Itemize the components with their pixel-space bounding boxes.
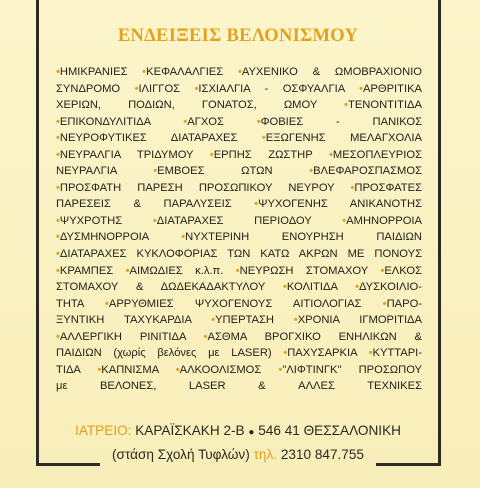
indication-text: ΚΡΑΜΠΕΣ	[59, 264, 126, 277]
indication-text: ΣΤΟΜΑΧΟΥ & ΔΩΔΕΚΑΔΑΚΤΥΛΟΥ	[56, 281, 283, 294]
bullet-icon: •	[293, 314, 298, 327]
indication-text: ΑΛΛΕΡΓΙΚΗ ΡΙΝΙΤΙΔΑ	[59, 330, 204, 343]
bullet-icon: •	[368, 347, 373, 360]
bullet-icon: •	[181, 231, 186, 244]
indication-line	[56, 229, 422, 246]
indication-line	[56, 64, 422, 81]
indication-line	[56, 180, 422, 197]
indication-line	[56, 246, 422, 263]
indication-text: ΒΛΕΦΑΡΟΣΠΑΣΜΟΣ	[313, 165, 422, 178]
clinic-address	[40, 423, 436, 438]
indication-text: ΠΑΡΕΣΕΙΣ & ΠΑΡΑΛΥΣΕΙΣ	[56, 198, 255, 211]
indication-line	[56, 147, 422, 164]
indication-line	[56, 345, 422, 362]
bullet-icon: •	[254, 198, 259, 211]
bullet-icon: •	[175, 363, 180, 376]
indication-text: ΜΕΣΟΠΛΕΥΡΙΟΣ	[332, 148, 422, 161]
bullet-icon: •	[142, 66, 147, 78]
page-title: ΕΝΔΕΙΞΕΙΣ ΒΕΛΟΝΙΣΜΟΥ	[117, 26, 359, 46]
indication-text: ΑΣΘΜΑ ΒΡΟΓΧΙΚΟ ΕΝΗΛΙΚΩΝ &	[207, 330, 422, 343]
bullet-icon: •	[183, 115, 188, 128]
indication-line	[56, 97, 422, 114]
bullet-icon: •	[329, 148, 333, 161]
frame-right-border	[438, 0, 441, 466]
indication-text: με ΒΕΛΟΝΕΣ, LASER & ΑΛΛΕΣ ΤΕΧΝΙΚΕΣ	[56, 380, 422, 393]
bullet-icon: •	[380, 264, 385, 277]
bullet-icon: •	[56, 66, 60, 78]
indication-text: ΕΡΠΗΣ ΖΩΣΤΗΡ	[213, 148, 330, 161]
indications-list	[56, 64, 422, 395]
bullet-icon: •	[235, 264, 240, 277]
indication-text: ΝΕΥΡΩΣΗ ΣΤΟΜΑΧΟΥ	[239, 264, 381, 277]
indication-text: ΔΙΑΤΑΡΑΧΕΣ ΠΕΡΙΟΔΟΥ	[156, 214, 343, 227]
indication-text: ΤΗΤΑ	[56, 297, 106, 310]
bullet-icon: •	[237, 66, 242, 78]
bullet-icon: •	[344, 99, 349, 112]
bullet-icon: •	[56, 214, 60, 227]
indication-text: ΕΛΚΟΣ	[384, 264, 422, 277]
bullet-icon: •	[56, 132, 60, 145]
phone-number: 2310 847.755	[280, 447, 364, 462]
indication-text: ΚΟΛΙΤΙΔΑ	[286, 281, 356, 294]
bullet-icon: •	[278, 363, 283, 376]
bullet-icon: •	[261, 132, 266, 145]
bullet-icon: •	[56, 264, 60, 277]
indication-text: "ΛΙΦΤΙΝΓΚ" ΠΡΟΣΩΠΟΥ	[282, 363, 422, 376]
bullet-icon: •	[134, 82, 139, 95]
bullet-icon: •	[56, 231, 60, 244]
indication-text: ΑΥΧΕΝΙΚΟ & ΩΜΟΒΡΑΧΙΟΝΙΟ	[241, 66, 422, 78]
bullet-icon: •	[97, 363, 102, 376]
bullet-icon: •	[355, 281, 360, 294]
indication-text: ΑΡΡΥΘΜΙΕΣ ΨΥΧΟΓΕΝΟΥΣ ΑΙΤΙΟΛΟΓΙΑΣ	[108, 297, 383, 310]
indication-line	[56, 213, 422, 230]
bullet-icon: •	[56, 148, 60, 161]
bus-stop: (στάση Σχολή Τυφλών)	[112, 447, 250, 462]
indication-text: ΠΡΟΣΦΑΤΕΣ	[354, 181, 422, 194]
indication-text: ΤΙΔΑ	[56, 363, 98, 376]
bullet-icon: •	[382, 297, 387, 310]
indication-text: ΚΑΠΝΙΣΜΑ	[101, 363, 176, 376]
indication-text: ΑΙΜΩΔΙΕΣ κ.λ.π.	[129, 264, 236, 277]
frame-left-border	[36, 0, 39, 466]
bullet-icon: •	[359, 82, 363, 95]
street-address: ΚΑΡΑΪΣΚΑΚΗ 2-Β	[135, 423, 245, 438]
indication-text: ΔΙΑΤΑΡΑΧΕΣ ΚΥΚΛΟΦΟΡΙΑΣ ΤΩΝ ΚΑΤΩ ΑΚΡΩΝ ΜΕ ΠΟΝΟΥΣ	[59, 248, 422, 261]
indication-text: ΧΡΟΝΙΑ ΙΓΜΟΡΙΤΙΔΑ	[297, 314, 422, 327]
indication-text: ΕΞΩΓΕΝΗΣ ΜΕΛΑΓΧΟΛΙΑ	[265, 132, 422, 145]
indication-line	[56, 263, 422, 280]
bullet-icon: •	[56, 115, 60, 128]
indication-text: ΚΕΦΑΛΑΛΓΙΕΣ	[146, 66, 238, 78]
indication-text: ΑΡΘΡΙΤΙΚΑ	[362, 82, 422, 95]
indication-line	[56, 163, 422, 180]
indication-line	[56, 362, 422, 379]
bullet-icon: •	[56, 181, 60, 194]
bullet-icon: •	[56, 330, 60, 343]
indication-text: ΞΥΝΤΙΚΗ ΤΑΧΥΚΑΡΔΙΑ	[56, 314, 212, 327]
indication-text: ΚΥΤΤΑΡΙ-	[372, 347, 423, 360]
indication-text: ΨΥΧΟΓΕΝΗΣ ΑΝΙΚΑΝΟΤΗΣ	[258, 198, 422, 211]
bullet-icon: •	[194, 82, 199, 95]
indication-line	[56, 130, 422, 147]
indication-text: ΗΜΙΚΡΑΝΙΕΣ	[59, 66, 143, 78]
indication-line	[56, 378, 422, 395]
indication-text: ΥΠΕΡΤΑΣΗ	[215, 314, 294, 327]
phone-label: τηλ.	[253, 447, 278, 462]
indication-text: ΝΕΥΡΑΛΓΙΑ ΤΡΙΔΥΜΟΥ	[59, 148, 210, 161]
indication-text: ΝΕΥΡΑΛΓΙΑ	[56, 165, 154, 178]
indication-text: ΕΠΙΚΟΝΔΥΛΙΤΙΔΑ	[59, 115, 184, 128]
indication-text: ΑΜΗΝΟΡΡΟΙΑ	[346, 214, 422, 227]
clinic-contact	[40, 447, 436, 462]
address-separator: ●	[248, 427, 255, 438]
indication-text: ΑΓΧΟΣ	[187, 115, 257, 128]
bullet-icon: •	[309, 165, 314, 178]
indication-line	[56, 312, 422, 329]
indication-text: ΙΣΧΙΑΛΓΙΑ - ΟΣΦΥΑΛΓΙΑ	[198, 82, 360, 95]
bullet-icon: •	[152, 214, 157, 227]
indication-text: ΦΟΒΙΕΣ - ΠΑΝΙΚΟΣ	[260, 115, 422, 128]
indication-text: ΣΥΝΔΡΟΜΟ	[56, 82, 135, 95]
bullet-icon: •	[211, 314, 216, 327]
indication-text: ΧΕΡΙΩΝ, ΠΟΔΙΩΝ, ΓΟΝΑΤΟΣ, ΩΜΟΥ	[56, 99, 345, 112]
bullet-icon: •	[203, 330, 208, 343]
indication-text: ΠΡΟΣΦΑΤΗ ΠΑΡΕΣΗ ΠΡΟΣΩΠΙΚΟΥ ΝΕΥΡΟΥ	[59, 181, 351, 194]
indication-line	[56, 329, 422, 346]
postal-city: 546 41 ΘΕΣΣΑΛΟΝΙΚΗ	[258, 423, 401, 438]
indication-text: ΝΕΥΡΟΦΥΤΙΚΕΣ ΔΙΑΤΑΡΑΧΕΣ	[59, 132, 262, 145]
indication-text: ΠΑΙΔΙΩΝ (χωρίς βελόνες με LASER)	[56, 347, 284, 360]
bullet-icon: •	[283, 347, 288, 360]
indication-text: ΙΛΙΓΓΟΣ	[138, 82, 195, 95]
bullet-icon: •	[153, 165, 158, 178]
indication-line	[56, 81, 422, 98]
indication-text: ΤΕΝΟΝΤΙΤΙΔΑ	[348, 99, 422, 112]
bullet-icon: •	[342, 214, 347, 227]
office-label: ΙΑΤΡΕΙΟ:	[75, 423, 132, 438]
bullet-icon: •	[350, 181, 355, 194]
bullet-icon: •	[125, 264, 130, 277]
indication-text: ΔΥΣΚΟΙΛΙΟ-	[359, 281, 422, 294]
indication-text: ΕΜΒΟΕΣ ΩΤΩΝ	[157, 165, 310, 178]
indication-line	[56, 296, 422, 313]
indication-text: ΨΥΧΡΟΤΗΣ	[59, 214, 153, 227]
indication-line	[56, 114, 422, 131]
indication-line	[56, 196, 422, 213]
indication-text: ΠΑΧΥΣΑΡΚΙΑ	[287, 347, 369, 360]
indication-text: ΠΑΡΟ-	[386, 297, 422, 310]
bullet-icon: •	[105, 297, 109, 310]
bullet-icon: •	[56, 248, 60, 261]
indication-text: ΝΥΧΤΕΡΙΝΗ ΕΝΟΥΡΗΣΗ ΠΑΙΔΙΩΝ	[185, 231, 422, 244]
indication-line	[56, 279, 422, 296]
indication-text: ΔΥΣΜΗΝΟΡΡΟΙΑ	[59, 231, 182, 244]
bullet-icon: •	[256, 115, 261, 128]
bullet-icon: •	[209, 148, 214, 161]
bullet-icon: •	[282, 281, 287, 294]
indication-text: ΑΛΚΟΟΛΙΣΜΟΣ	[179, 363, 279, 376]
